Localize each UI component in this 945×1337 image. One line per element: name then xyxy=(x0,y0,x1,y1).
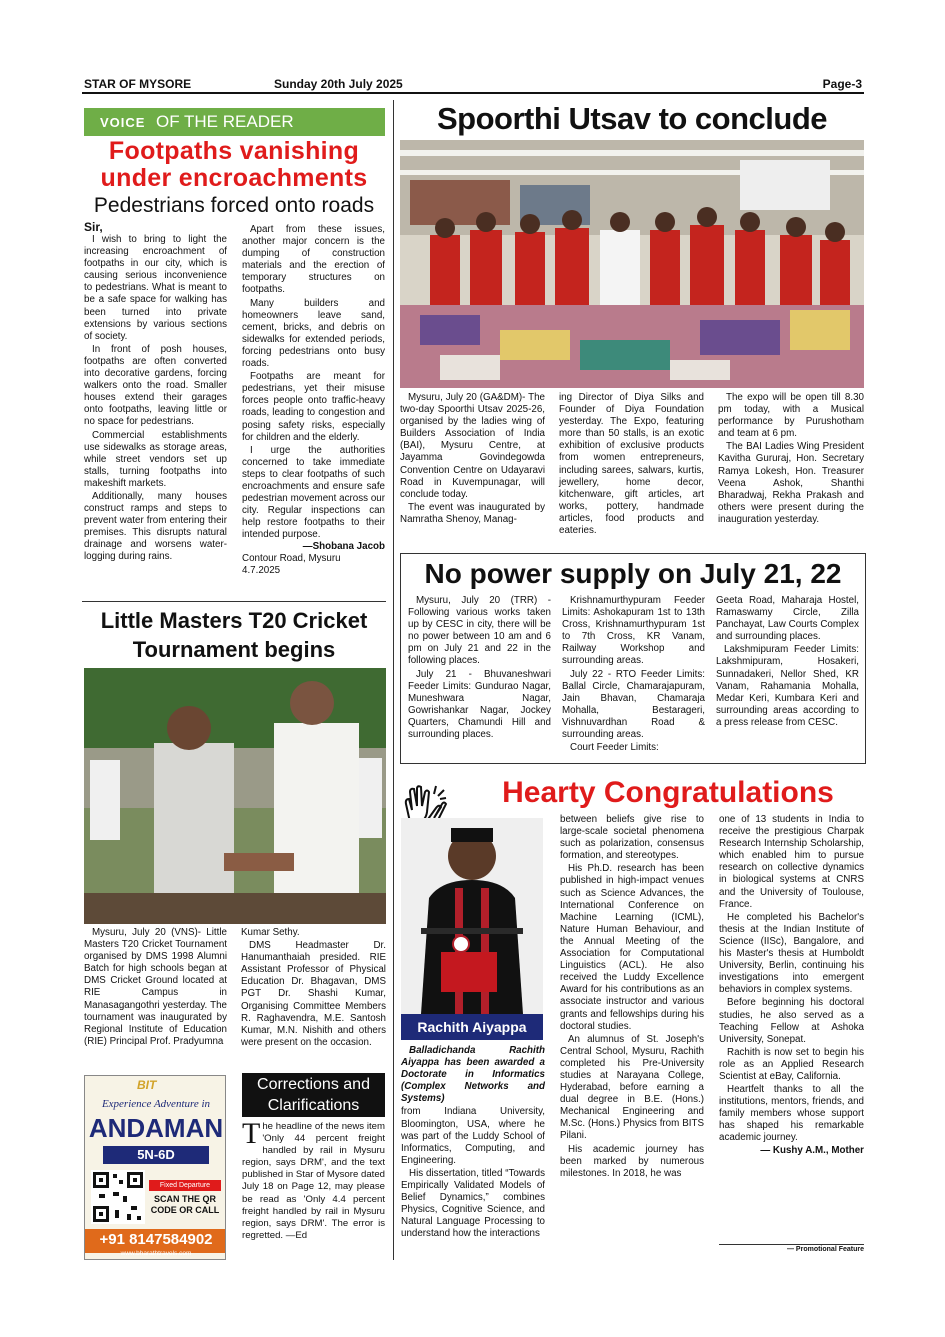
paragraph: His academic journey has been marked by numerous milestones. In 2018, he was xyxy=(560,1143,704,1179)
letter-address: Contour Road, Mysuru xyxy=(242,553,341,565)
voice-tag: VOICE xyxy=(100,115,146,130)
paragraph: Footpaths are meant for pedestrians, yet their misuse forces people onto traffic-heavy roads, leading to congestion and posing safety risks, especially for children and the elderly. xyxy=(242,371,385,443)
paragraph: Before beginning his doctoral studies, he also served as a Teaching Fellow at Ashoka University, Sonepat. xyxy=(719,997,864,1045)
footpaths-headline xyxy=(82,138,386,192)
footpaths-col2 xyxy=(242,224,385,577)
salutation: Sir, xyxy=(84,220,103,234)
issue-date: Sunday 20th July 2025 xyxy=(274,77,403,91)
graduate-name: Rachith Aiyappa xyxy=(401,1014,543,1040)
paragraph: His Ph.D. research has been published in high-impact venues such as Science Advances, the International Conference on Machine Learning (ICML), Nature Human Behaviour, and the Annual Meeting of the Association for Computational Linguistics (ACL). He also received the Luddy Excellence Award for his contributions as an associate instructor and various grants and fellowships during his doctoral studies. xyxy=(560,863,704,1032)
spoorthi-col2 xyxy=(559,392,704,537)
paragraph: Geeta Road, Maharaja Hostel, Ramaswamy Circle, Zilla Panchayat, Law Courts Complex and surrounding places. xyxy=(716,595,859,643)
paragraph: July 21 - Bhuvaneshwari Feeder Limits: Gunduraо Nagar, Muneshwara Nagar, Gowrishankar Nagar, Jockey Quarters, Chamundi Hill and surrounding places. xyxy=(408,668,551,741)
advert-scan-text: SCAN THE QR CODE OR CALL xyxy=(150,1194,220,1215)
cricket-handshake-photo xyxy=(84,668,386,924)
footpaths-col1 xyxy=(84,220,227,564)
paragraph: He completed his Bachelor's thesis at the Indian Institute of Science (IISc), Bangalore, and his Master's thesis at Humboldt University, Berlin, continuing his investigations into emergent behaviors in complex systems. xyxy=(719,911,864,996)
footpaths-headline-line2: under encroachments xyxy=(100,164,368,192)
paragraph: The expo will be open till 8.30 pm today, with a Musical performance by Purushotham and team at 6 pm. xyxy=(718,392,864,440)
paragraph: Mysuru, July 20 (VNS)- Little Masters T20 Cricket Tournament organised by DMS 1998 Alumni Batch for high schools began at DMS Cricket Ground located at RIE Campus in Manasagangothri yesterday. The tournament was inaugurated by Regional Institute of Education (RIE) Principal Prof. Pradyumna xyxy=(84,927,227,1047)
paragraph: Lakshmipuram Feeder Limits: Lakshmipuram, Hosakeri, Sunnadakeri, Nellor Shed, KR Vanam, Rahamania Mohalla, Medar Keri, Kumbara Keri and surrounding areas according to a press release from CESC. xyxy=(716,644,859,728)
promo-rule xyxy=(719,1244,864,1245)
masthead xyxy=(82,76,864,94)
letter-date: 4.7.2025 xyxy=(242,565,281,577)
congrats-col3 xyxy=(719,814,864,1157)
advert-duration: 5N-6D xyxy=(103,1146,209,1164)
congrats-lead: Balladichanda Rachith Aiyappa has been awarded a Doctorate in Informatics (Complex Networks and Systems) xyxy=(401,1045,545,1105)
spoorthi-headline: Spoorthi Utsav to conclude xyxy=(436,101,828,136)
column-rule xyxy=(393,100,394,1260)
power-headline: No power supply on July 21, 22 xyxy=(424,558,842,589)
voice-of-reader-banner xyxy=(84,108,385,136)
paragraph: Commercial establishments use sidewalks as storage areas, while street vendors set up stalls, turning footpaths into makeshift markets. xyxy=(84,429,227,489)
paragraph: July 22 - RTO Feeder Limits: Ballal Circle, Chamarajapuram, Jain Bhavan, Chamaraja Mohalla, Bestarageri, Vishnuvardhan Road & surrounding areas. xyxy=(562,668,705,741)
paragraph: Apart from these issues, another major concern is the dumping of construction materials and the erection of temporary structures on footpaths. xyxy=(242,224,385,296)
power-col3 xyxy=(716,595,859,729)
qr-code-icon[interactable] xyxy=(91,1170,145,1224)
congrats-col1 xyxy=(401,1045,545,1241)
andaman-advert[interactable] xyxy=(84,1075,226,1260)
paragraph: DMS Headmaster Dr. Hanumanthaiah presided. RIE Assistant Professor of Physical Education Dr. Bhagavan, DMS PGT Dr. Shashi Kumar, Organising Committee Members R. Raghavendra, M.E. Santosh Kumar, M.N. Nishith and others were present on the occasion. xyxy=(241,940,386,1048)
advert-destination: ANDAMAN xyxy=(88,1113,224,1143)
corrections-header xyxy=(242,1073,385,1117)
congrats-col2 xyxy=(560,814,704,1180)
spoorthi-col3 xyxy=(718,392,864,526)
paragraph: In front of posh houses, footpaths are often converted into decorative gardens, forcing walkers onto the road. Smaller houses extend their garages onto footpaths, leaving little or no space for pedestrians. xyxy=(84,343,227,428)
footpaths-subhead: Pedestrians forced onto roads xyxy=(93,194,375,217)
paragraph: Krishnamurthypuram Feeder Limits: Ashokapuram 1st to 13th Cross, Krishnamurthypuram 1st to 7th Cross, KR Vanam, Railway Workshop and surrounding areas. xyxy=(562,595,705,667)
paragraph: from Indiana University, Bloomington, USA, where he was part of the Luddy School of Informatics, Computing, and Engineering. xyxy=(401,1106,545,1166)
paragraph: Kumar Sethy. xyxy=(241,927,300,938)
cricket-headline xyxy=(82,606,386,664)
voice-tag-2: OF THE READER xyxy=(156,112,294,131)
advert-phone[interactable]: +91 8147584902 xyxy=(85,1229,226,1253)
paragraph: An alumnus of St. Joseph's Central School, Mysuru, Rachith completed his Pre-University studies at Narayana College, Hyderabad, before earning a dual degree in B.E. (Hons.) Mechanical Engineering and M.Sc. (Hons.) Physics from BITS Pilani. xyxy=(560,1033,704,1142)
letter-signature: —Shobana Jacob xyxy=(302,541,385,553)
corrections-body xyxy=(242,1117,385,1242)
congrats-signature: — Kushy A.M., Mother xyxy=(760,1144,864,1156)
page-number: Page-3 xyxy=(822,77,862,91)
corrections-headline-line2: Clarifications xyxy=(267,1097,360,1114)
cricket-headline-line2: Tournament begins xyxy=(132,637,336,662)
advert-website[interactable]: www.bharathtravels.com xyxy=(120,1250,192,1257)
paragraph: Mysuru, July 20 (GA&DM)- The two-day Spoorthi Utsav 2025-26, organised by the ladies wing of Builders Association of India (BAI), Mysuru Centre, at Jayamma Govindegowda Convention Centre on Udayaravi Road in Kuvempunagar, will conclude today. xyxy=(400,392,545,500)
paragraph: Mysuru, July 20 (TRR) - Following various works taken up by CESC in city, there will be no power between 10 am and 6 pm on July 21 and 22 in the following places. xyxy=(408,595,551,667)
paragraph: Many builders and homeowners leave sand, cement, bricks, and debris on sidewalks for extended periods, forcing pedestrians onto busy roads. xyxy=(242,297,385,370)
paragraph: Court Feeder Limits: xyxy=(570,742,659,754)
promo-label: — Promotional Feature xyxy=(786,1246,864,1253)
cricket-col2 xyxy=(241,927,386,1049)
paragraph: Additionally, many houses construct ramps and steps to prevent water from entering their premises. This disrupts natural drainage and worsens water-logging during rains. xyxy=(84,490,227,563)
cricket-col1 xyxy=(84,927,227,1048)
cricket-headline-line1: Little Masters T20 Cricket xyxy=(100,608,368,633)
advert-brand: BIT xyxy=(137,1078,157,1092)
paragraph: Heartfelt thanks to all the institutions, mentors, friends, and family members whose support has shaped his remarkable academic journey. xyxy=(719,1084,864,1144)
paragraph: between beliefs give rise to large-scale societal phenomena such as polarization, consensus formation, and stereotypes. xyxy=(560,814,704,862)
paragraph: His dissertation, titled “Towards Empirically Validated Models of Belief Dynamics,” combines Physics, Cognitive Science, and Natural Language Processing to understand how the interactions xyxy=(401,1167,545,1240)
paragraph: I urge the authorities concerned to take immediate steps to clear footpaths of such encroachments and ensure safe pedestrian movement across our city. Regular inspections can help restore footpaths to their intended purpose. xyxy=(242,444,385,541)
footpaths-headline-line1: Footpaths vanishing xyxy=(108,137,360,165)
paragraph: I wish to bring to light the increasing encroachment of footpaths in our city, which is causing serious inconvenience to pedestrians. What is meant to be a safe space for walking has been turned into private extensions by various sections of society. xyxy=(84,234,227,342)
paper-name: STAR OF MYSORE xyxy=(84,77,192,91)
expo-group-photo xyxy=(400,140,864,388)
section-rule xyxy=(82,601,386,602)
drop-cap: T xyxy=(242,1117,261,1150)
paragraph: The event was inaugurated by Namratha Shenoy, Manag- xyxy=(400,501,545,525)
paragraph: one of 13 students in India to receive the prestigious Charpak Research Internship Scholarship, which enabled him to pursue research on collective dynamics in biological systems at CNRS and the University of Toulouse, France. xyxy=(719,814,864,910)
graduate-portrait xyxy=(401,818,543,1014)
congrats-headline: Hearty Congratulations xyxy=(502,776,834,809)
corrections-headline-line1: Corrections and xyxy=(257,1076,370,1093)
advert-tagline: Experience Adventure in xyxy=(101,1098,211,1110)
paragraph: ing Director of Diya Silks and Founder of Diya Foundation yesterday. The Expo, featuring more than 50 stalls, is an exotic exhibition of exclusive products from women entrepreneurs, including sarees, salwars, kurtis, jewellery, home decor, kitchenware, gift articles, art works, pottery, handmade articles, food products and eateries. xyxy=(559,392,704,537)
advert-fixed-departure: Fixed Departure xyxy=(149,1180,221,1191)
paragraph: The BAI Ladies Wing President Kavitha Gururaj, Hon. Secretary Ramya Lokesh, Hon. Treasurer Veena Ashok, Shanthi Bharadwaj, Rekha Prakash and others were present during the inauguration yesterday. xyxy=(718,441,864,525)
power-col1 xyxy=(408,595,551,741)
power-col2 xyxy=(562,595,705,754)
corrections-text: he headline of the news item 'Only 44 percent freight handled by rail in Mysuru region, says DRM', and the text published in Star of Mysore dated July 18 on Page 12, may please be read as 'Only 4.4 percent freight handled by rail in Mysuru region, says DRM'. The error is regretted. —Ed xyxy=(242,1121,385,1241)
spoorthi-col1 xyxy=(400,392,545,526)
paragraph: Rachith is now set to begin his role as an Applied Research Scientist at eBay, California. xyxy=(719,1046,864,1082)
